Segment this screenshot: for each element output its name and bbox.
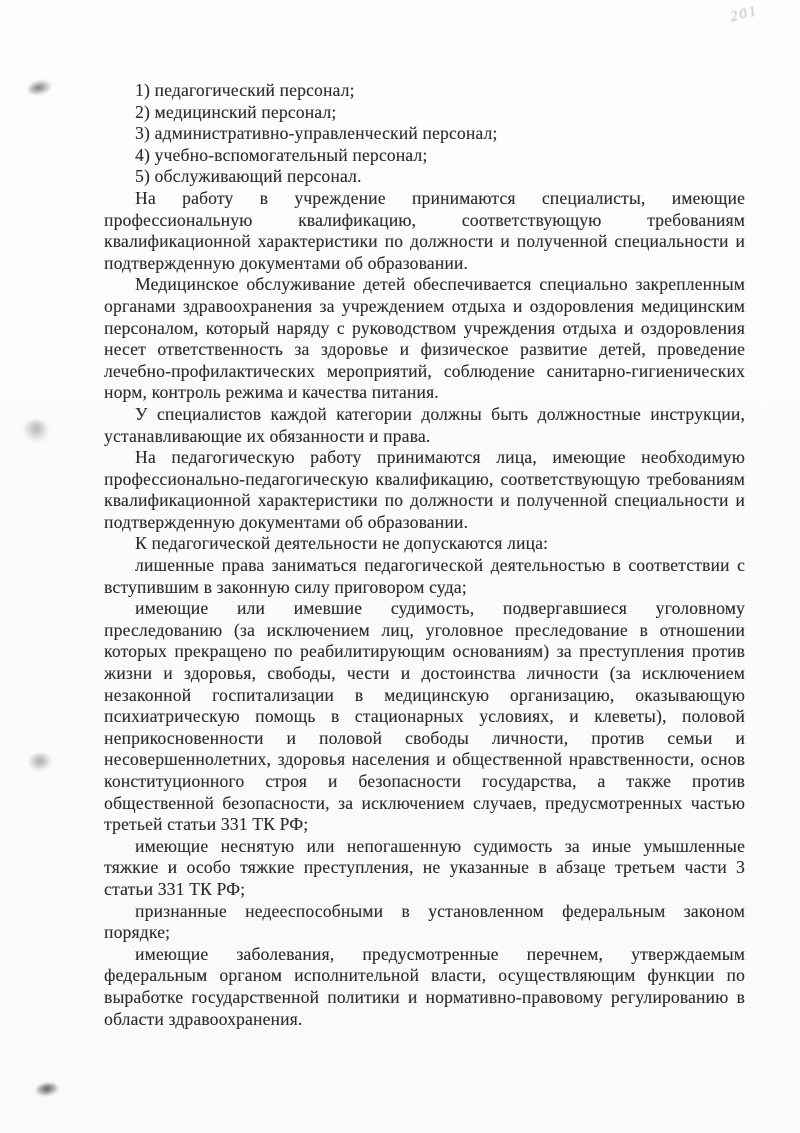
paragraph: На работу в учреждение принимаются специалисты, имеющие профессиональную квалификацию, соответствующую требованиям квалификационной характеристики по должности и полученной специальности и подтвержденную документами об образовании.	[104, 187, 745, 273]
paragraph: лишенные права заниматься педагогической деятельностью в соответствии с вступившим в законную силу приговором суда;	[104, 555, 745, 597]
paragraph: На педагогическую работу принимаются лица, имеющие необходимую профессионально-педагогическую квалификацию, соответствующую требованиям квалификационной характеристики по должности и полученной специальности и подтвержденную документами об образовании.	[104, 447, 745, 532]
paragraph: имеющие или имевшие судимость, подвергавшиеся уголовному преследованию (за исключением лиц, уголовное преследование в отношении которых прекращено по реабилитирующим основаниям) за преступления против жизни и здоровья, свободы, чести и достоинства личности (за исключением незаконной госпитализации в медицинскую организацию, оказывающую психиатрическую помощь в стационарных условиях, и клеветы), половой неприкосновенности и половой свободы личности, против семьи и несовершеннолетних, здоровья населения и общественной нравственности, основ конституционного строя и безопасности государства, а также против общественной безопасности, за исключением случаев, предусмотренных частью третьей статьи 331 ТК РФ;	[104, 598, 745, 835]
document-body	[104, 188, 745, 1030]
personnel-categories-list	[104, 80, 745, 188]
document-text-column	[104, 80, 745, 1030]
paragraph: имеющие неснятую или непогашенную судимость за иные умышленные тяжкие и особо тяжкие преступления, не указанные в абзаце третьем части 3 статьи 331 ТК РФ;	[104, 835, 745, 899]
paragraph: Медицинское обслуживание детей обеспечивается специально закрепленным органами здравоохранения за учреждением отдыха и оздоровления медицинским персоналом, который наряду с руководством учреждения отдыха и оздоровления несет ответственность за здоровье и физическое развитие детей, проведение лечебно-профилактических мероприятий, соблюдение санитарно-гигиенических норм, контроль режима и качества питания.	[104, 274, 745, 403]
list-item: 5) обслуживающий персонал.	[135, 166, 362, 187]
handwritten-page-number: 201	[727, 2, 760, 26]
list-item: 3) административно-управленческий персонал;	[135, 123, 498, 144]
scan-smudge-mark	[27, 78, 54, 98]
paragraph: К педагогической деятельности не допускаются лица:	[135, 533, 549, 554]
scan-smudge-mark	[34, 1081, 60, 1097]
paragraph: признанные недееспособными в установленном федеральным законом порядке;	[104, 900, 745, 943]
list-item: 1) педагогический персонал;	[135, 80, 355, 100]
scan-smudge-mark	[22, 418, 51, 443]
paragraph: имеющие заболевания, предусмотренные перечнем, утверждаемым федеральным органом исполнительной власти, осуществляющим функции по выработке государственной политики и нормативно-правовому регулированию в области здравоохранения.	[104, 943, 745, 1029]
list-item: 4) учебно-вспомогательный персонал;	[135, 144, 428, 165]
list-item: 2) медицинский персонал;	[135, 101, 337, 122]
paragraph: У специалистов каждой категории должны быть должностные инструкции, устанавливающие их обязанности и права.	[104, 403, 745, 446]
scan-smudge-mark	[27, 752, 53, 772]
